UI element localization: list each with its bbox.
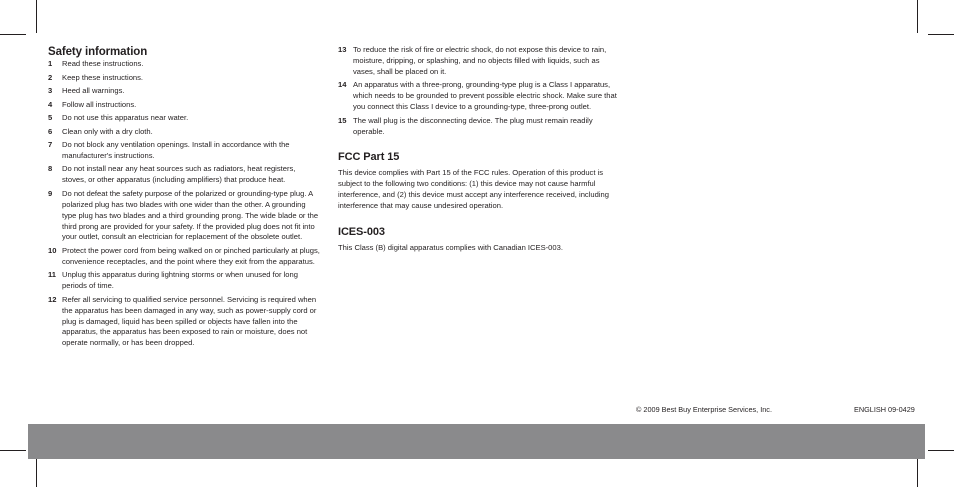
item-number: 14 (338, 80, 347, 90)
item-number: 8 (48, 164, 53, 174)
safety-item (48, 140, 320, 162)
ices-section (338, 225, 623, 254)
item-text: To reduce the risk of fire or electric shock, do not expose this device to rain, moisture, dripping, or splashing, and no objects filled with liquids, such as vases, shall be placed on it. (353, 45, 607, 76)
item-number: 9 (48, 188, 53, 198)
safety-item (48, 113, 320, 124)
item-number: 2 (48, 72, 53, 82)
crop-mark (928, 34, 954, 35)
crop-mark (917, 459, 918, 487)
safety-item (48, 189, 320, 244)
item-text: Do not install near any heat sources such as radiators, heat registers, stoves, or other apparatus (including amplifiers) that produce heat. (62, 164, 296, 185)
safety-item (338, 80, 623, 113)
safety-item (48, 164, 320, 186)
safety-item (338, 116, 623, 138)
item-number: 11 (48, 270, 57, 280)
document-code: ENGLISH 09-0429 (854, 405, 915, 414)
item-text: Protect the power cord from being walked on or pinched particularly at plugs, convenience receptacles, and the point where they exit from the apparatus. (62, 245, 320, 266)
item-text: The wall plug is the disconnecting device. The plug must remain readily operable. (353, 115, 593, 136)
safety-item (48, 86, 320, 97)
ices-heading: ICES-003 (338, 226, 385, 239)
item-number: 4 (48, 99, 53, 109)
fcc-text: This device complies with Part 15 of the FCC rules. Operation of this product is subject to the following two conditions: (1) this device may not cause harmful interference, and (2) this device must accept any interference received, including interference that may cause undesired operation. (338, 168, 609, 211)
item-number: 5 (48, 113, 53, 122)
footer-band (28, 424, 925, 459)
item-number: 3 (48, 86, 53, 95)
crop-mark (0, 450, 26, 451)
safety-item (338, 45, 623, 78)
item-text: Clean only with a dry cloth. (62, 126, 153, 136)
safety-item (48, 246, 320, 268)
item-number: 6 (48, 126, 53, 136)
safety-item (48, 270, 320, 292)
item-number: 1 (48, 59, 53, 68)
item-text: Do not block any ventilation openings. Install in accordance with the manufacturer's instructions. (62, 140, 290, 160)
item-text: Heed all warnings. (62, 86, 125, 95)
item-number: 7 (48, 140, 53, 149)
crop-mark (36, 459, 37, 487)
safety-item (48, 295, 320, 350)
safety-item (48, 100, 320, 111)
fcc-heading: FCC Part 15 (338, 151, 400, 164)
safety-column (48, 45, 320, 352)
crop-mark (36, 0, 37, 33)
safety-item (48, 59, 320, 70)
item-text: Refer all servicing to qualified service personnel. Servicing is required when the apparatus has been damaged in any way, such as power-supply cord or plug is damaged, liquid has been spilled or objects have fallen into the apparatus, the apparatus has been exposed to rain or moisture, does not operate normally, or has been dropped. (62, 294, 317, 348)
item-text: Read these instructions. (62, 59, 144, 68)
item-text: Do not use this apparatus near water. (62, 113, 189, 122)
item-text: Unplug this apparatus during lightning storms or when unused for long periods of time. (62, 270, 298, 291)
item-number: 10 (48, 245, 57, 255)
item-text: Do not defeat the safety purpose of the polarized or grounding-type plug. A polarized plug has two blades with one wider than the other. A grounding type plug has two blades and a third grounding prong. The wide blade or the third prong are provided for your safety. If the provided plug does not fit into your outlet, consult an electrician for replacement of the obsolete outlet. (62, 188, 319, 242)
item-number: 15 (338, 115, 347, 125)
safety-list (48, 59, 320, 349)
item-number: 13 (338, 45, 347, 54)
item-text: An apparatus with a three-prong, grounding-type plug is a Class I apparatus, which needs to be grounded to prevent possible electric shock. Make sure that you connect this Class I device to a grounding-type, three-prong outlet. (353, 80, 617, 112)
item-text: Follow all instructions. (62, 99, 137, 109)
item-text: Keep these instructions. (62, 72, 144, 82)
safety-list-continued (338, 45, 623, 137)
ices-text: This Class (B) digital apparatus complies with Canadian ICES-003. (338, 243, 563, 253)
safety-item (48, 127, 320, 138)
fcc-section (338, 150, 623, 212)
item-number: 12 (48, 294, 57, 304)
copyright-text: © 2009 Best Buy Enterprise Services, Inc. (636, 405, 772, 414)
right-column (338, 45, 623, 254)
safety-item (48, 73, 320, 84)
crop-mark (928, 450, 954, 451)
crop-mark (917, 0, 918, 33)
crop-mark (0, 34, 26, 35)
safety-heading: Safety information (48, 46, 148, 58)
